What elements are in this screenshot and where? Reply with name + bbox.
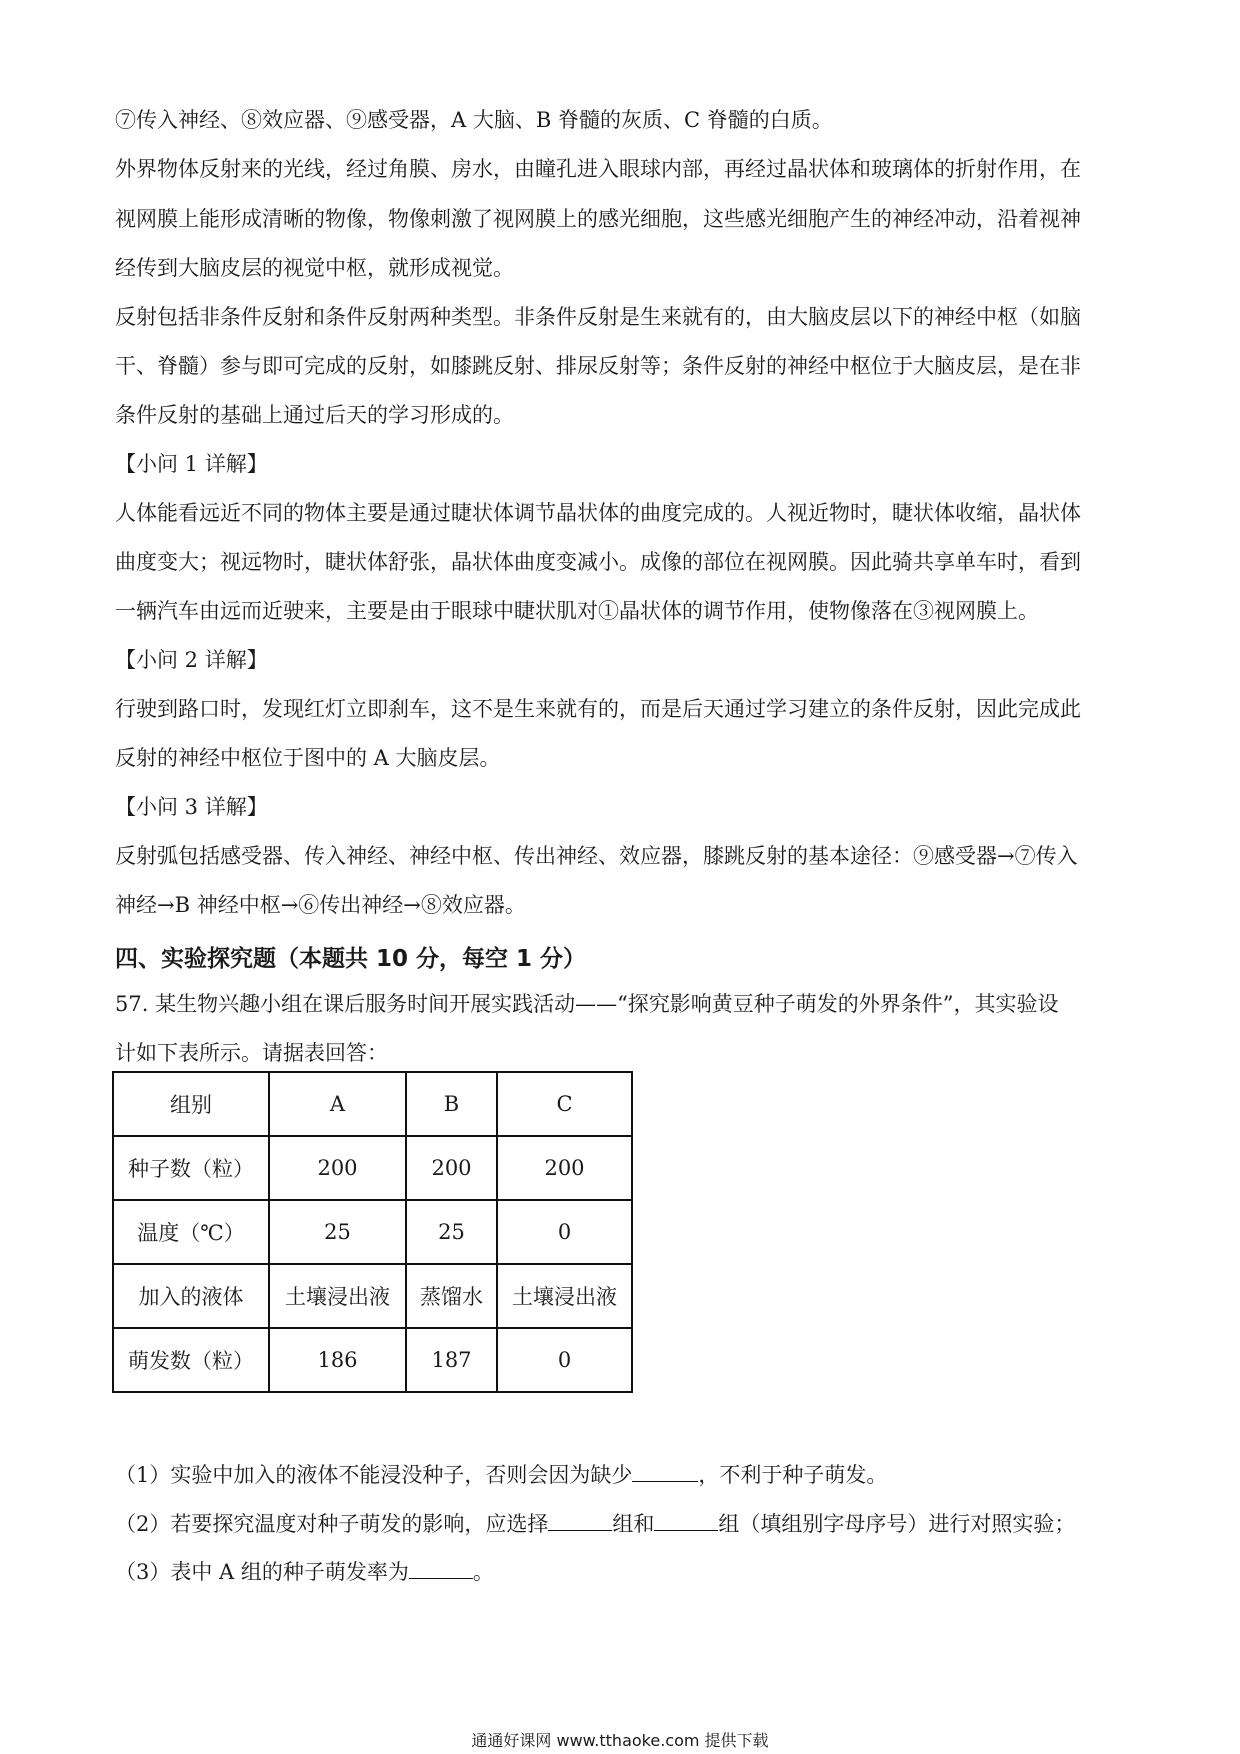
table-cell: 200: [269, 1136, 406, 1200]
table-cell: 0: [497, 1328, 632, 1392]
subquestion-1-title: 【小问 1 详解】: [115, 452, 268, 476]
table-cell: 200: [497, 1136, 632, 1200]
experiment-table: [112, 1071, 633, 1393]
table-cell: 组别: [113, 1072, 269, 1136]
table-cell: 25: [269, 1200, 406, 1264]
paragraph-line: 视网膜上能形成清晰的物像，物像刺激了视网膜上的感光细胞，这些感光细胞产生的神经冲动，沿着视神: [115, 207, 1081, 231]
table-cell: 186: [269, 1328, 406, 1392]
table-row: [113, 1328, 632, 1392]
table-row: [113, 1264, 632, 1328]
question-57-line: 计如下表所示。请据表回答：: [115, 1041, 388, 1065]
table-cell: 加入的液体: [113, 1264, 269, 1328]
paragraph-line: 反射的神经中枢位于图中的 A 大脑皮层。: [115, 746, 501, 770]
subquestion-2-title: 【小问 2 详解】: [115, 648, 268, 672]
table-cell: 0: [497, 1200, 632, 1264]
table-cell: 种子数（粒）: [113, 1136, 269, 1200]
subquestion-text: 组和: [612, 1512, 655, 1536]
paragraph-line: 曲度变大；视远物时，睫状体舒张，晶状体曲度变减小。成像的部位在视网膜。因此骑共享单车时，看到: [115, 550, 1081, 574]
subquestion-text: （1）实验中加入的液体不能浸没种子，否则会因为缺少: [115, 1463, 633, 1487]
answer-blank[interactable]: [632, 1461, 698, 1482]
subquestion-text: 。: [472, 1560, 494, 1584]
paragraph-line: 反射弧包括感受器、传入神经、神经中枢、传出神经、效应器，膝跳反射的基本途径：⑨感受器→⑦传入: [115, 844, 1078, 868]
paragraph-line: 外界物体反射来的光线，经过角膜、房水，由瞳孔进入眼球内部，再经过晶状体和玻璃体的折射作用，在: [115, 157, 1081, 181]
answer-blank[interactable]: [409, 1558, 473, 1579]
paragraph-line: 干、脊髓）参与即可完成的反射，如膝跳反射、排尿反射等；条件反射的神经中枢位于大脑皮层，是在非: [115, 354, 1081, 378]
page-footer: 通通好课网 www.tthaoke.com 提供下载: [471, 1731, 769, 1750]
subquestion-text: （3）表中 A 组的种子萌发率为: [115, 1560, 409, 1584]
subquestion-3-title: 【小问 3 详解】: [115, 795, 268, 819]
table-cell: 蒸馏水: [406, 1264, 497, 1328]
table-cell: 土壤浸出液: [269, 1264, 406, 1328]
subquestion-text: ，不利于种子萌发。: [698, 1463, 888, 1487]
table-row: [113, 1136, 632, 1200]
table-cell: C: [497, 1072, 632, 1136]
paragraph-line: 行驶到路口时，发现红灯立即刹车，这不是生来就有的，而是后天通过学习建立的条件反射，因此完成此: [115, 697, 1081, 721]
subquestion-1: [115, 1461, 887, 1489]
section-heading: 四、实验探究题（本题共 10 分，每空 1 分）: [115, 946, 587, 972]
paragraph-line: 人体能看远近不同的物体主要是通过睫状体调节晶状体的曲度完成的。人视近物时，睫状体收缩，晶状体: [115, 501, 1081, 525]
table-cell: 25: [406, 1200, 497, 1264]
table-cell: A: [269, 1072, 406, 1136]
subquestion-3: [115, 1558, 494, 1586]
subquestion-text: （2）若要探究温度对种子萌发的影响，应选择: [115, 1512, 549, 1536]
paragraph-line: 反射包括非条件反射和条件反射两种类型。非条件反射是生来就有的，由大脑皮层以下的神经中枢（如脑: [115, 305, 1081, 329]
table-row: [113, 1200, 632, 1264]
answer-blank[interactable]: [548, 1510, 612, 1531]
subquestion-text: 组（填组别字母序号）进行对照实验；: [718, 1512, 1076, 1536]
paragraph-line: 一辆汽车由远而近驶来，主要是由于眼球中睫状肌对①晶状体的调节作用，使物像落在③视网膜上。: [115, 599, 1039, 623]
table-cell: 温度（℃）: [113, 1200, 269, 1264]
table-row: [113, 1072, 632, 1136]
question-57-line: 57. 某生物兴趣小组在课后服务时间开展实践活动——“探究影响黄豆种子萌发的外界条件”，其实验设: [115, 992, 1059, 1016]
table-cell: 土壤浸出液: [497, 1264, 632, 1328]
paragraph-line: 经传到大脑皮层的视觉中枢，就形成视觉。: [115, 256, 514, 280]
table-cell: 200: [406, 1136, 497, 1200]
subquestion-2: [115, 1510, 1075, 1538]
paragraph-line: 神经→B 神经中枢→⑥传出神经→⑧效应器。: [115, 893, 526, 917]
paragraph-line: 条件反射的基础上通过后天的学习形成的。: [115, 403, 514, 427]
table-cell: 萌发数（粒）: [113, 1328, 269, 1392]
answer-blank[interactable]: [654, 1510, 718, 1531]
table-cell: B: [406, 1072, 497, 1136]
paragraph-line: ⑦传入神经、⑧效应器、⑨感受器，A 大脑、B 脊髓的灰质、C 脊髓的白质。: [115, 108, 833, 132]
table-cell: 187: [406, 1328, 497, 1392]
